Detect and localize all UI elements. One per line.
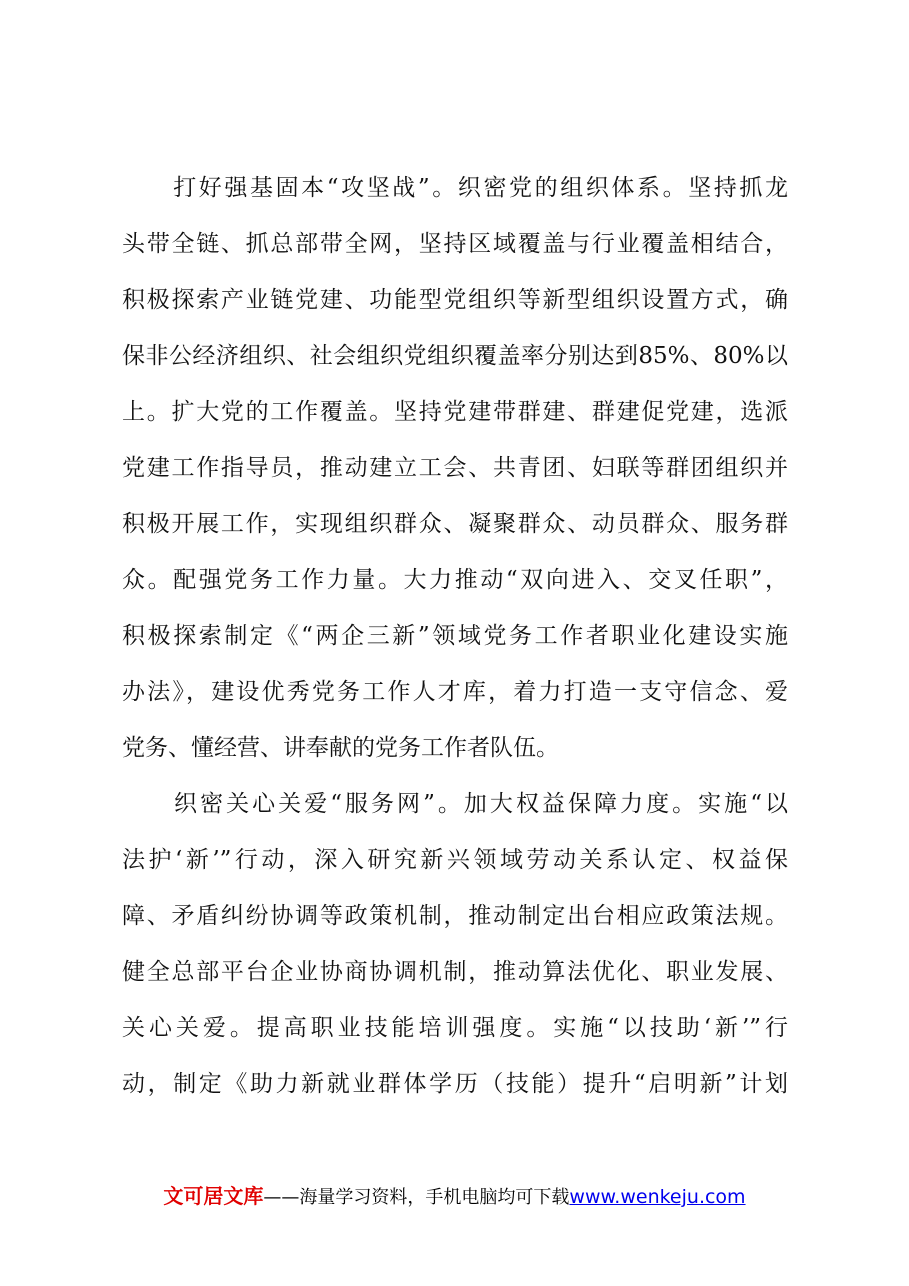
text-line: 上。扩大党的工作覆盖。坚持党建带群建、群建促党建，选派	[122, 399, 788, 425]
text-line: 党务、懂经营、讲奉献的党务工作者队伍。	[122, 735, 559, 761]
text-line: 动，制定《助力新就业群体学历（技能）提升“启明新”计划	[122, 1071, 788, 1097]
text-line: 众。配强党务工作力量。大力推动“双向进入、交叉任职”，	[122, 567, 788, 593]
text-line: 织密关心关爱“服务网”。加大权益保障力度。实施“以	[122, 791, 788, 817]
footer-brand: 文可居文库	[163, 1184, 264, 1208]
text-line: 党建工作指导员，推动建立工会、共青团、妇联等群团组织并	[122, 455, 788, 481]
text-line: 保非公经济组织、社会组织党组织覆盖率分别达到85%、80%以	[122, 343, 788, 369]
text-line: 关心关爱。提高职业技能培训强度。实施“以技助‘新’”行	[122, 1015, 788, 1041]
document-body	[122, 160, 788, 1112]
text-line: 健全总部平台企业协商协调机制，推动算法优化、职业发展、	[122, 959, 788, 985]
text-line: 办法》，建设优秀党务工作人才库，着力打造一支守信念、爱	[122, 679, 788, 705]
text-line: 障、矛盾纠纷协调等政策机制，推动制定出台相应政策法规。	[122, 903, 788, 929]
text-line: 打好强基固本“攻坚战”。织密党的组织体系。坚持抓龙	[122, 175, 788, 201]
footer-slogan: ——海量学习资料，手机电脑均可下载	[263, 1187, 570, 1208]
footer-banner	[0, 1182, 909, 1212]
footer-website-link[interactable]: www.wenkeju.com	[569, 1186, 746, 1208]
text-line: 法护‘新’”行动，深入研究新兴领域劳动关系认定、权益保	[122, 847, 788, 873]
text-line: 积极开展工作，实现组织群众、凝聚群众、动员群众、服务群	[122, 511, 788, 537]
text-line: 积极探索产业链党建、功能型党组织等新型组织设置方式，确	[122, 287, 788, 313]
text-line: 头带全链、抓总部带全网，坚持区域覆盖与行业覆盖相结合，	[122, 231, 788, 257]
text-line: 积极探索制定《“两企三新”领域党务工作者职业化建设实施	[122, 623, 788, 649]
